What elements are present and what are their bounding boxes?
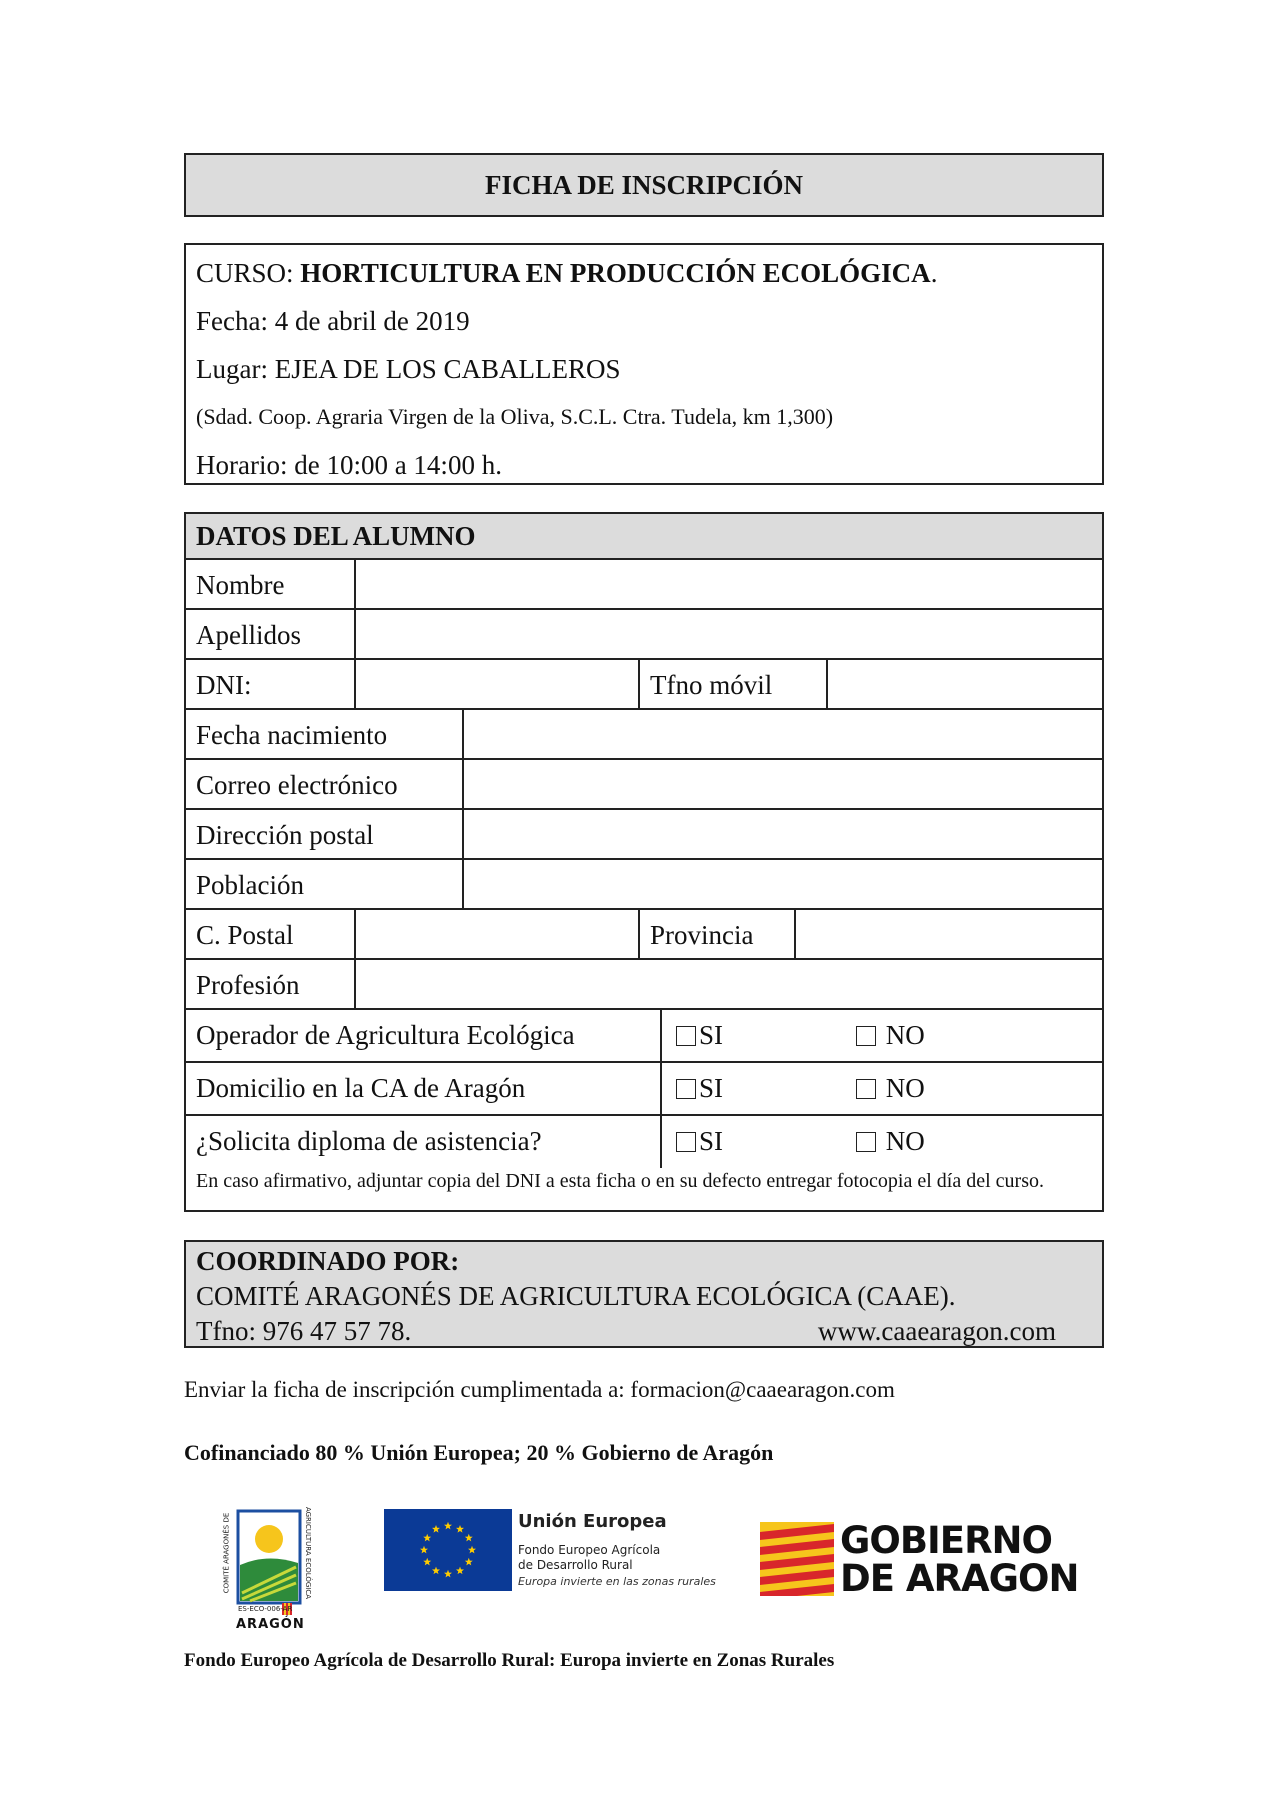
cell-divider: [660, 1010, 662, 1061]
label-domicilio: Domicilio en la CA de Aragón: [196, 1073, 526, 1103]
eu-star-icon: [423, 1534, 431, 1542]
eu-star-icon: [420, 1546, 428, 1554]
label-diploma: ¿Solicita diploma de asistencia?: [196, 1126, 542, 1156]
caae-logo: [222, 1505, 322, 1635]
field-row-profesion: [186, 960, 1102, 1010]
cell-divider: [638, 910, 640, 958]
option-si: SI: [699, 1126, 724, 1156]
checkbox-operador-no[interactable]: [856, 1020, 925, 1051]
checkbox-icon: [856, 1026, 876, 1046]
eu-star-icon: [456, 1567, 464, 1575]
caae-aragon: ARAGÓN: [236, 1617, 305, 1632]
eu-star-icon: [432, 1567, 440, 1575]
gobierno-aragon-line1: GOBIERNO: [840, 1519, 1052, 1562]
eu-fund: [518, 1543, 660, 1573]
label-correo: Correo electrónico: [196, 770, 398, 800]
checkbox-operador-si[interactable]: [676, 1020, 723, 1051]
send-instructions: Enviar la ficha de inscripción cumplimentada a: formacion@caaearagon.com: [184, 1377, 895, 1402]
checkbox-icon: [676, 1132, 696, 1152]
eu-fund-line2: de Desarrollo Rural: [518, 1558, 633, 1572]
eu-tagline: Europa invierte en las zonas rurales: [518, 1575, 716, 1588]
field-row-direccion: [186, 810, 1102, 860]
question-row-diploma: [186, 1116, 1102, 1224]
label-dni: DNI:: [196, 670, 252, 700]
checkbox-icon: [676, 1026, 696, 1046]
student-data-header: DATOS DEL ALUMNO: [186, 514, 1102, 560]
input-nombre[interactable]: [356, 560, 1102, 608]
gobierno-aragon-logo: [760, 1519, 1090, 1600]
label-apellidos: Apellidos: [196, 620, 301, 650]
caae-code: ES-ECO-006-AR: [238, 1605, 293, 1613]
eu-star-icon: [423, 1558, 431, 1566]
input-poblacion[interactable]: [464, 860, 1102, 908]
label-operador: Operador de Agricultura Ecológica: [196, 1020, 575, 1050]
eu-fund-line1: Fondo Europeo Agrícola: [518, 1543, 661, 1557]
gobierno-aragon-line2: DE ARAGON: [840, 1557, 1079, 1600]
cell-divider: [638, 660, 640, 708]
input-correo[interactable]: [464, 760, 1102, 808]
aragon-flag-icon: [760, 1522, 834, 1596]
checkbox-domicilio-si[interactable]: [676, 1073, 723, 1104]
caae-arc-left: COMITÉ ARAGONÉS DE: [222, 1512, 231, 1594]
field-row-nombre: [186, 560, 1102, 610]
label-nacimiento: Fecha nacimiento: [196, 720, 388, 750]
eu-star-icon: [444, 1570, 452, 1578]
label-movil: Tfno móvil: [650, 670, 773, 700]
student-data-section: [184, 512, 1104, 1212]
course-place: Lugar: EJEA DE LOS CABALLEROS: [196, 354, 621, 384]
course-prefix: CURSO:: [196, 258, 301, 288]
coordinated-by-box: [184, 1240, 1104, 1348]
label-direccion: Dirección postal: [196, 820, 374, 850]
field-row-postal-provincia: [186, 910, 1102, 960]
input-dni[interactable]: [356, 660, 636, 708]
course-schedule: Horario: de 10:00 a 14:00 h.: [196, 450, 502, 480]
checkbox-diploma-si[interactable]: [676, 1126, 723, 1157]
eu-title: Unión Europea: [518, 1511, 667, 1532]
eu-logo: [384, 1509, 724, 1591]
eu-star-icon: [465, 1558, 473, 1566]
form-title-text: FICHA DE INSCRIPCIÓN: [484, 169, 804, 200]
input-direccion[interactable]: [464, 810, 1102, 858]
field-row-correo: [186, 760, 1102, 810]
label-postal: C. Postal: [196, 920, 294, 950]
input-movil[interactable]: [828, 660, 1102, 708]
cell-divider: [660, 1063, 662, 1114]
coordinator-phone: Tfno: 976 47 57 78.: [196, 1316, 412, 1346]
eu-star-icon: [468, 1546, 476, 1554]
checkbox-icon: [676, 1079, 696, 1099]
option-si: SI: [699, 1020, 724, 1050]
input-profesion[interactable]: [356, 960, 1102, 1008]
input-apellidos[interactable]: [356, 610, 1102, 658]
checkbox-icon: [856, 1079, 876, 1099]
course-date: Fecha: 4 de abril de 2019: [196, 306, 470, 336]
cell-divider: [660, 1116, 662, 1168]
input-postal[interactable]: [356, 910, 636, 958]
option-no: NO: [885, 1126, 925, 1156]
feader-footer: Fondo Europeo Agrícola de Desarrollo Rural: Europa invierte en Zonas Rurales: [184, 1650, 835, 1671]
coordinator-name: COMITÉ ARAGONÉS DE AGRICULTURA ECOLÓGICA (CAAE).: [196, 1281, 956, 1311]
coordinator-contact: [196, 1314, 1092, 1349]
eu-star-icon: [444, 1522, 452, 1530]
caae-arc-right: AGRICULTURA ECOLÓGICA: [304, 1506, 313, 1600]
checkbox-domicilio-no[interactable]: [856, 1073, 925, 1104]
eu-star-icon: [456, 1525, 464, 1533]
label-poblacion: Población: [196, 870, 304, 900]
cofinancing-note: Cofinanciado 80 % Unión Europea; 20 % Gobierno de Aragón: [184, 1440, 774, 1465]
field-row-apellidos: [186, 610, 1102, 660]
course-line: [196, 249, 1092, 297]
course-name: HORTICULTURA EN PRODUCCIÓN ECOLÓGICA: [300, 258, 931, 288]
option-si: SI: [699, 1073, 724, 1103]
course-suffix: .: [930, 258, 938, 288]
label-provincia: Provincia: [650, 920, 754, 950]
eu-star-icon: [465, 1534, 473, 1542]
field-row-poblacion: [186, 860, 1102, 910]
course-address: (Sdad. Coop. Agraria Virgen de la Oliva, S.C.L. Ctra. Tudela, km 1,300): [196, 404, 834, 429]
checkbox-diploma-no[interactable]: [856, 1126, 925, 1157]
input-provincia[interactable]: [796, 910, 1102, 958]
field-row-nacimiento: [186, 710, 1102, 760]
eu-star-icon: [432, 1525, 440, 1533]
input-nacimiento[interactable]: [464, 710, 1102, 758]
course-info: [184, 243, 1104, 485]
checkbox-icon: [856, 1132, 876, 1152]
coordinator-website[interactable]: www.caaearagon.com: [817, 1316, 1056, 1346]
field-row-dni-movil: [186, 660, 1102, 710]
coordinated-by-header: COORDINADO POR:: [196, 1246, 460, 1276]
option-no: NO: [885, 1073, 925, 1103]
diploma-note: En caso afirmativo, adjuntar copia del DNI a esta ficha o en su defecto entregar fotocopia el día del curso.: [196, 1170, 1044, 1192]
label-profesion: Profesión: [196, 970, 300, 1000]
option-no: NO: [885, 1020, 925, 1050]
eu-flag-icon: [384, 1509, 512, 1591]
form-title: [184, 153, 1104, 217]
label-nombre: Nombre: [196, 570, 285, 600]
question-row-operador: [186, 1010, 1102, 1063]
question-row-domicilio: [186, 1063, 1102, 1116]
